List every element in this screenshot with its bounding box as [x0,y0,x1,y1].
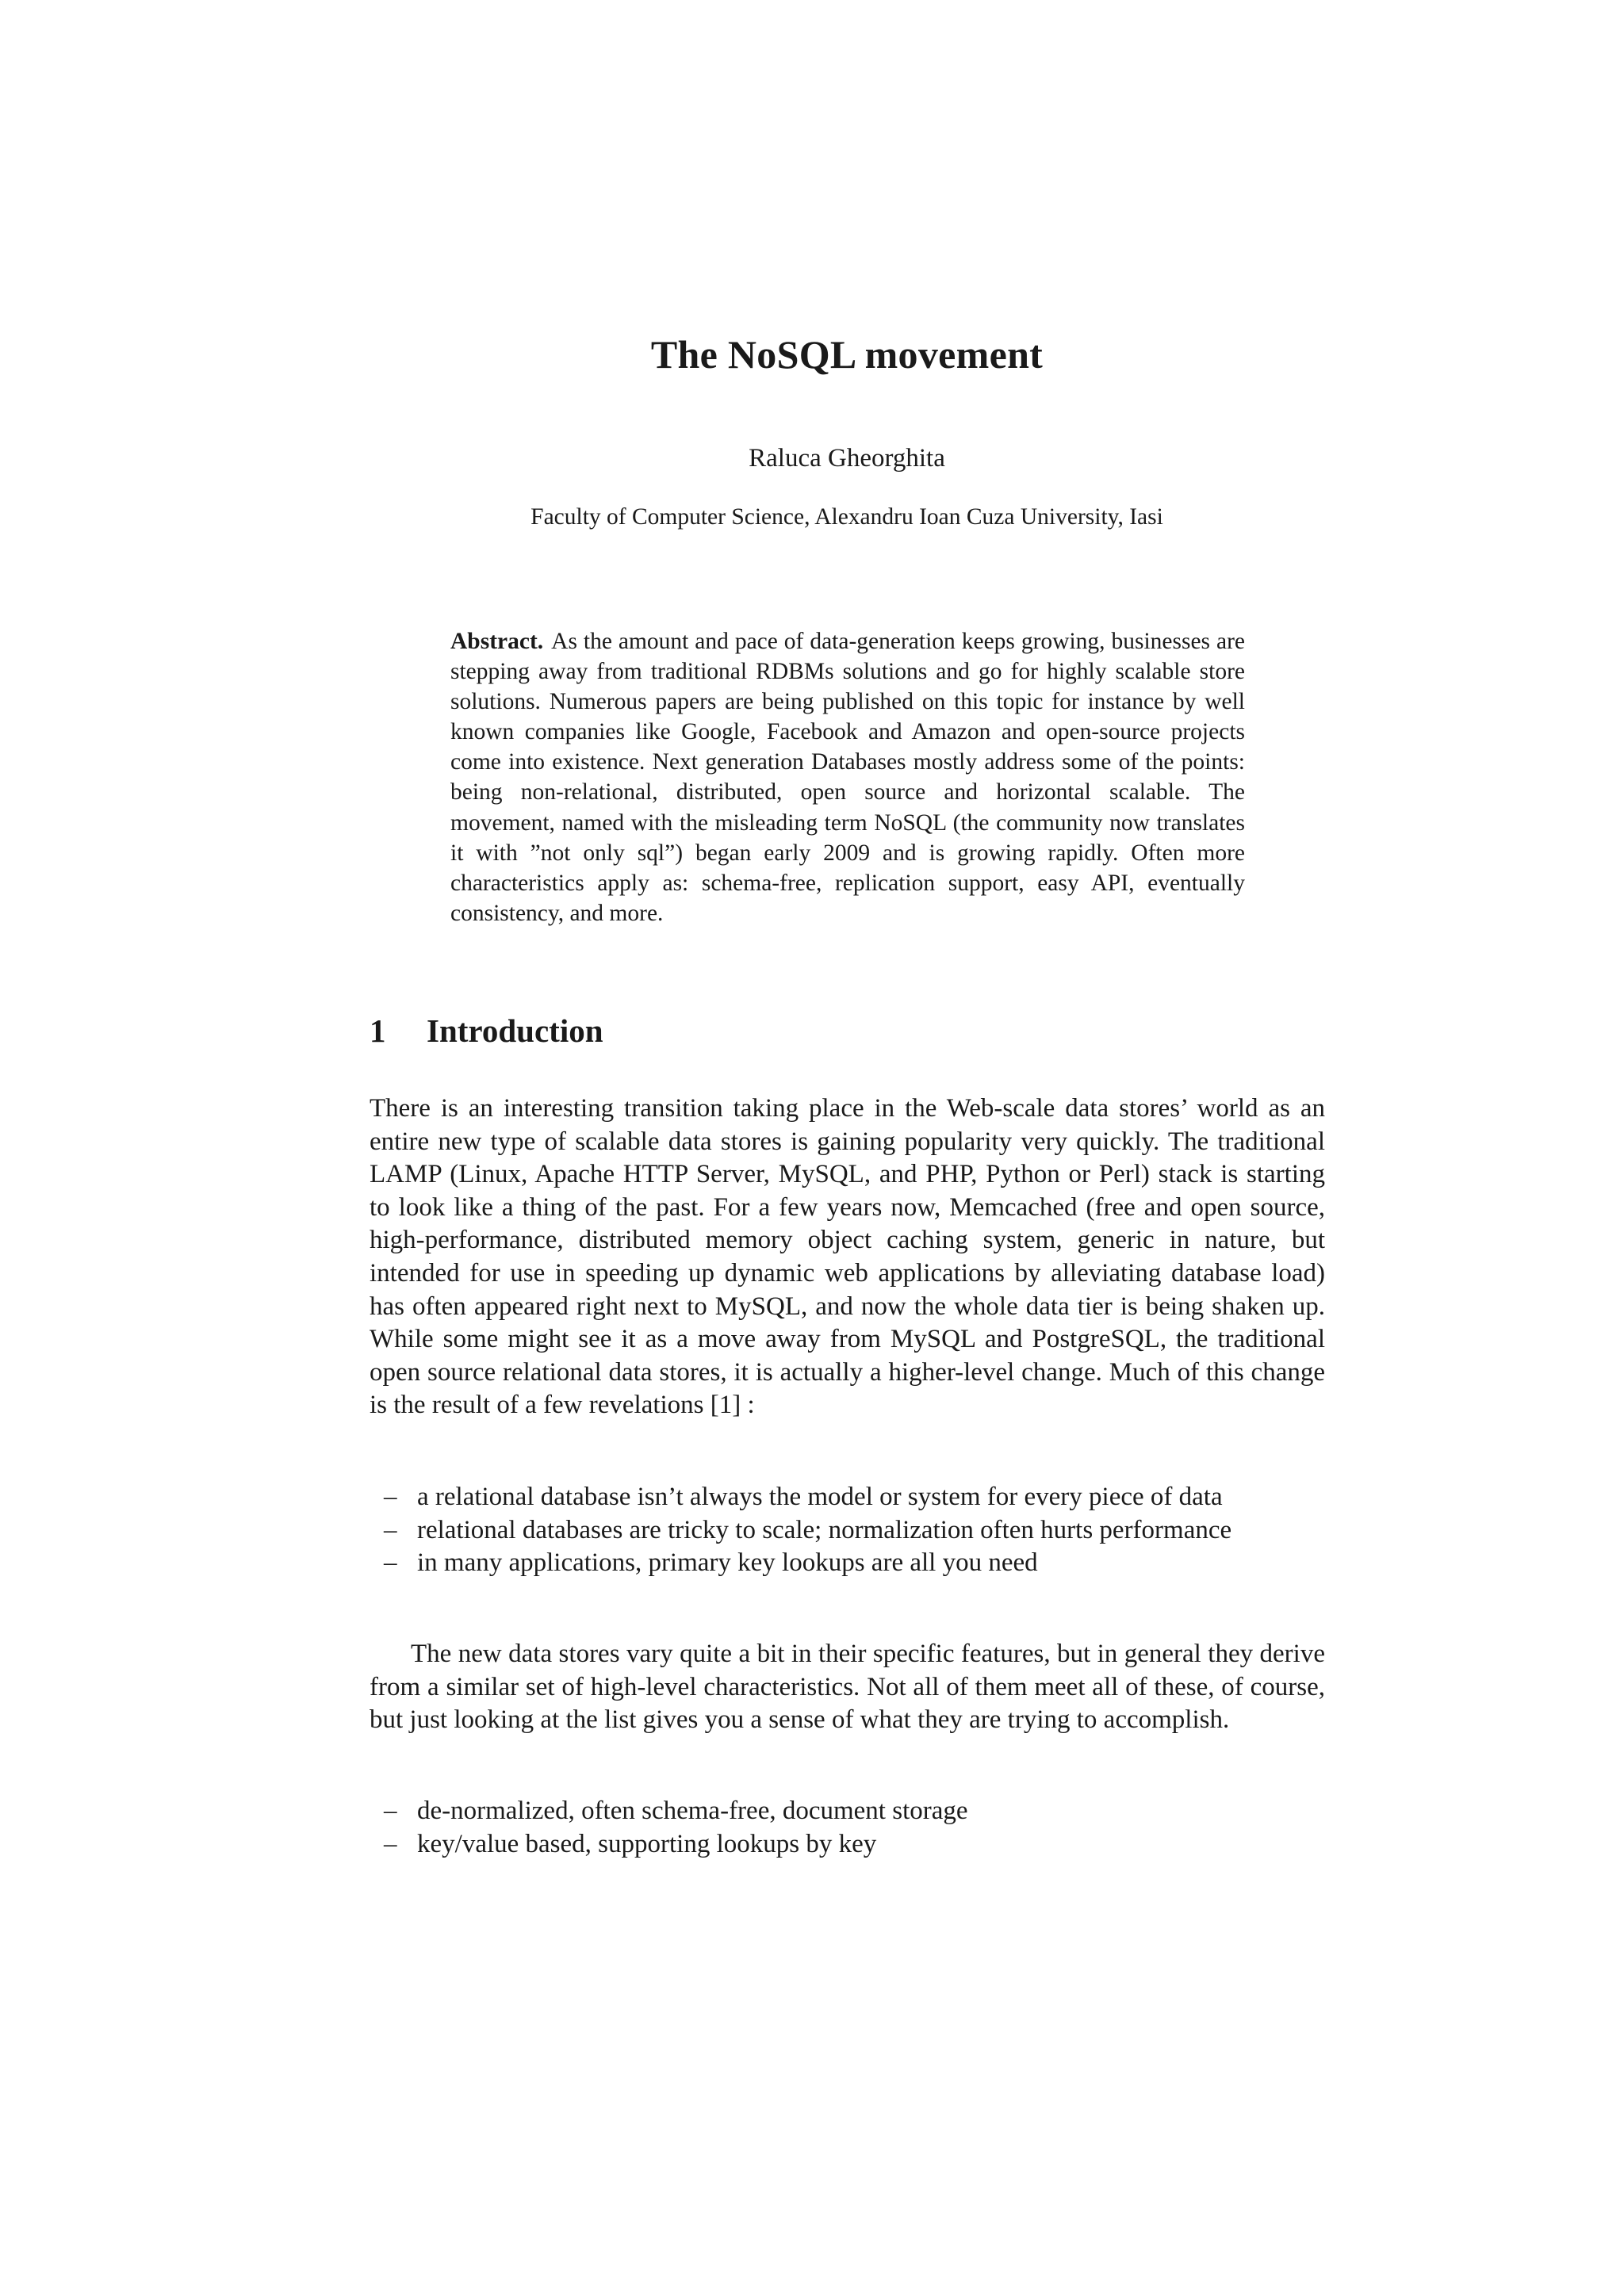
intro-paragraph: There is an interesting transition taking place in the Web-scale data stores’ world as an entire new type of scalable data stores is gaining popularity very quickly. The traditional LAMP (Linux, Apache HTTP Server, MySQL, and PHP, Python or Perl) stack is starting to look like a thing of the past. For a few years now, Memcached (free and open source, high-performance, distributed memory object caching system, generic in nature, but intended for use in speeding up dynamic web applications by alleviating database load) has often appeared right next to MySQL, and now the whole data tier is being shaken up. While some might see it as a move away from MySQL and PostgreSQL, the traditional open source relational data stores, it is actually a higher-level change. Much of this change is the result of a few revelations [1] : [370,1094,1325,1420]
list-dash: – [384,1515,397,1544]
list-item-text: relational databases are tricky to scale; normalization often hurts performance [417,1515,1232,1544]
revelations-list [370,1481,1325,1580]
author-affiliation: Faculty of Computer Science, Alexandru Ioan Cuza University, Iasi [530,504,1163,530]
section-title: Introduction [427,1012,603,1049]
abstract-label: Abstract. [450,629,544,654]
revelations-list-block [370,1481,1325,1580]
list-item [370,1828,1325,1862]
second-paragraph: The new data stores vary quite a bit in their specific features, but in general they derive from a similar set of high-level characteristics. Not all of them meet all of these, of course, but just looking at the list gives you a sense of what they are trying to accomplish. [370,1640,1325,1735]
list-item [370,1481,1325,1514]
list-item-text: in many applications, primary key lookups are all you need [417,1548,1038,1578]
list-item [370,1514,1325,1548]
list-dash: – [384,1797,397,1825]
paper-title: The NoSQL movement [650,332,1044,377]
section-heading [370,1012,603,1050]
list-dash: – [384,1548,397,1578]
section-number: 1 [370,1012,386,1049]
list-dash: – [384,1483,397,1511]
list-item-text: de-normalized, often schema-free, document storage [417,1797,968,1825]
list-item [370,1795,1325,1828]
abstract-text: As the amount and pace of data-generation keeps growing, businesses are stepping away from traditional RDBMs solutions and go for highly scalable store solutions. Numerous papers are being published on this topic for instance by well known companies like Google, Facebook and Amazon and open-source projects come into existence. Next generation Databases mostly address some of the points: being non-relational, distributed, open source and horizontal scalable. The movement, named with the misleading term NoSQL (the community now translates it with ”not only sql”) began early 2009 and is growing rapidly. Often more characteristics apply as: schema-free, replication support, easy API, eventually consistency, and more. [450,629,1245,926]
list-item-text: key/value based, supporting lookups by key [417,1829,877,1858]
list-dash: – [384,1829,397,1858]
second-paragraph-block [370,1638,1325,1737]
characteristics-list [370,1795,1325,1861]
abstract [450,626,1245,928]
list-item-text: a relational database isn’t always the model or system for every piece of data [417,1483,1223,1511]
intro-paragraph-block [370,1093,1325,1422]
characteristics-list-block [370,1795,1325,1861]
author-name: Raluca Gheorghita [749,444,945,473]
list-item [370,1547,1325,1580]
